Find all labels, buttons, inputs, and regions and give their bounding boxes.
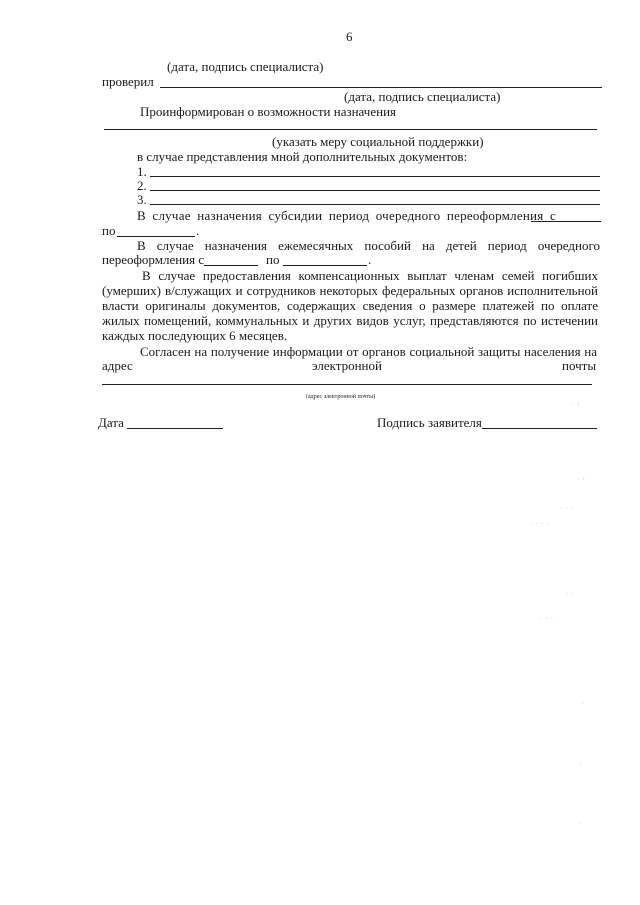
docs-intro: в случае представления мной дополнительных документов:	[137, 149, 468, 164]
scan-artifact: . :	[578, 476, 586, 482]
doc-item-3-number: 3.	[137, 192, 147, 207]
doc-item-1-line[interactable]	[150, 176, 600, 177]
compensation-line-2: (умерших) в/служащих и сотрудников некоторых федеральных органов исполнительной	[102, 283, 598, 298]
informed-text: Проинформирован о возможности назначения	[140, 104, 397, 119]
specialist-caption-top: (дата, подпись специалиста)	[167, 59, 324, 74]
consent-mail-label: почты	[562, 358, 597, 373]
compensation-line-1: В случае предоставления компенсационных выплат членам семей погибших	[142, 268, 598, 283]
compensation-line-4: жилых помещений, коммунальных и других видов услуг, представляются по истечении	[102, 313, 598, 328]
compensation-line-5: каждых последующих 6 месяцев.	[102, 328, 288, 343]
doc-item-3-line[interactable]	[150, 204, 600, 205]
scan-artifact: · :	[572, 401, 581, 407]
subsidy-to-line[interactable]	[117, 236, 195, 237]
doc-item-2-number: 2.	[137, 178, 147, 193]
consent-address-label: адрес	[102, 358, 133, 373]
support-measure-line[interactable]	[104, 129, 597, 130]
checked-signature-line[interactable]	[160, 87, 602, 88]
allowance-from-label: переоформления с	[102, 252, 205, 267]
scan-artifact: ·	[582, 701, 585, 707]
scan-artifact: · ·	[566, 591, 575, 597]
date-line[interactable]	[127, 428, 223, 429]
signature-line[interactable]	[482, 428, 597, 429]
allowance-end-dot: .	[368, 252, 372, 267]
allowance-to-label: по	[266, 252, 280, 267]
email-address-line[interactable]	[102, 384, 592, 385]
specialist-caption-bottom: (дата, подпись специалиста)	[344, 89, 501, 104]
subsidy-to-label: по	[102, 223, 116, 238]
subsidy-text: В случае назначения субсидии период очередного переоформления с	[137, 208, 557, 223]
doc-item-2-line[interactable]	[150, 190, 600, 191]
doc-item-1-number: 1.	[137, 164, 147, 179]
support-caption: (указать меру социальной поддержки)	[272, 134, 484, 149]
consent-electronic-label: электронной	[312, 358, 382, 373]
allowance-line-1: В случае назначения ежемесячных пособий на детей период очередного	[137, 238, 600, 253]
compensation-line-3: власти оригиналы документов, содержащих сведения о размере платежей по оплате	[102, 298, 598, 313]
checked-label: проверил	[102, 74, 154, 89]
scan-artifact: :	[580, 761, 583, 767]
subsidy-end-dot: .	[196, 223, 200, 238]
allowance-to-line[interactable]	[283, 265, 367, 266]
scan-artifact: · · ·	[560, 506, 574, 512]
signature-label: Подпись заявителя	[377, 415, 482, 430]
page-number: 6	[346, 29, 353, 44]
scan-artifact: · · · ·	[530, 521, 550, 527]
consent-line-1: Согласен на получение информации от органов социальной защиты населения на	[140, 344, 597, 359]
date-label: Дата	[98, 415, 124, 430]
email-caption: (адрес электронной почты)	[306, 394, 376, 400]
scan-artifact: · · ·	[540, 616, 554, 622]
allowance-from-line[interactable]	[204, 265, 258, 266]
scan-artifact: ·	[578, 821, 581, 827]
subsidy-from-line[interactable]	[531, 221, 601, 222]
